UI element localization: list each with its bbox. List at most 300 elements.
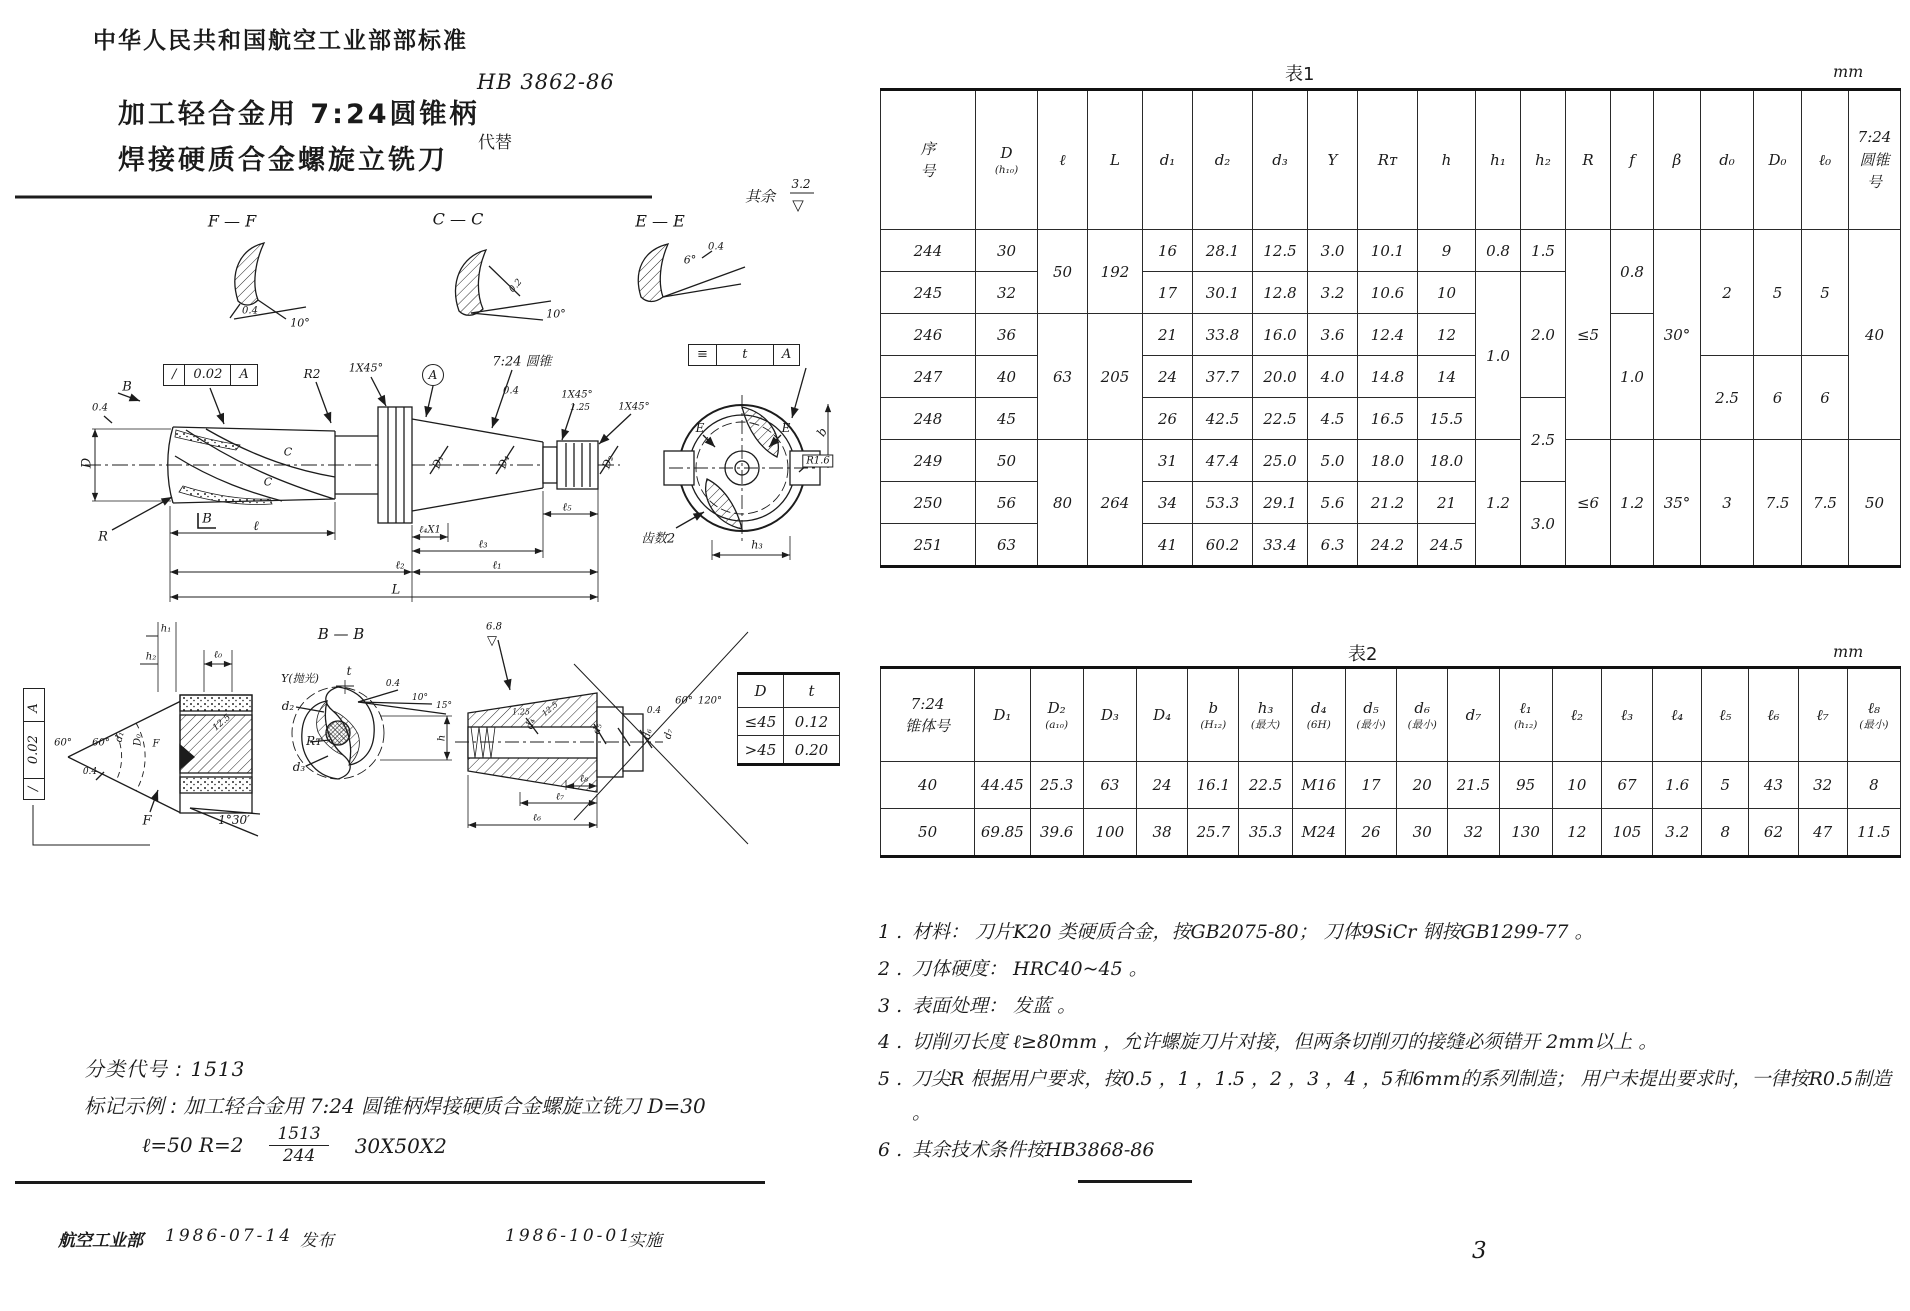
runout-symbol-icon: ∕ — [164, 365, 185, 385]
table-cell: 36 — [976, 314, 1038, 356]
table-cell: 10 — [1552, 762, 1601, 809]
document-title-line2: 焊接硬质合金螺旋立铣刀 — [118, 144, 448, 176]
table-cell: 29.1 — [1253, 482, 1308, 524]
table-cell: 63 — [976, 524, 1038, 567]
runout-tolerance-frame — [163, 364, 258, 386]
column-header: ℓ₂ — [1552, 668, 1601, 762]
drawing-label: 齿数2 — [640, 531, 676, 547]
drawing-label: E — E — [635, 211, 685, 231]
table-cell: 22.5 — [1253, 398, 1308, 440]
table-cell: 250 — [881, 482, 976, 524]
tolerance-value: 0.02 — [185, 365, 231, 385]
drawing-label: D₂ — [599, 453, 617, 471]
table-cell: 30° — [1654, 230, 1701, 440]
table-cell: 44.45 — [975, 762, 1030, 809]
column-header: f — [1611, 90, 1654, 230]
table-cell: 264 — [1088, 440, 1143, 567]
table-cell: 6 — [1802, 356, 1849, 440]
note-number: 3 . — [878, 994, 903, 1017]
note-text: 刀体硬度： HRC40~45 。 — [912, 957, 1148, 980]
table-cell: 56 — [976, 482, 1038, 524]
table-cell: 3.0 — [1521, 482, 1566, 567]
drawing-label: d₇ — [662, 727, 676, 741]
column-header: b (H₁₂) — [1188, 668, 1239, 762]
symmetry-tolerance-frame — [688, 344, 800, 366]
table-cell: 10 — [1418, 272, 1476, 314]
column-header: d₁ — [1143, 90, 1193, 230]
column-header: L — [1088, 90, 1143, 230]
drawing-label: 60° — [92, 737, 110, 749]
table-cell: 63 — [1083, 762, 1136, 809]
drawing-label: 3.2 — [791, 177, 811, 191]
technical-note — [878, 916, 1910, 950]
table-cell: 130 — [1499, 809, 1552, 857]
column-header: ℓ₀ — [1802, 90, 1849, 230]
drawing-label: 0.4 — [646, 706, 662, 716]
classification-code — [84, 1053, 245, 1082]
table-cell: 4.0 — [1308, 356, 1358, 398]
table-cell: 16.1 — [1188, 762, 1239, 809]
datum-letter: A — [781, 347, 792, 362]
table-cell: 1.0 — [1476, 272, 1521, 440]
drawing-label: d₂ — [281, 699, 295, 713]
drawing-label: 6° — [683, 253, 697, 267]
table-cell: 25.0 — [1253, 440, 1308, 482]
table-cell: 2.5 — [1701, 356, 1754, 440]
table-cell: 5 — [1702, 762, 1749, 809]
table-cell: 3.2 — [1653, 809, 1702, 857]
drawing-label: R2 — [303, 367, 321, 381]
note-text: 刀尖R 根据用户要求，按0.5 ，1 ，1.5 ，2 ，3 ，4 ，5和6mm的系列制造； 用户未提出要求时，一律按R0.5制造 。 — [912, 1068, 1892, 1125]
table-row — [738, 708, 840, 736]
table-cell: ≤5 — [1566, 230, 1611, 440]
table-cell: 53.3 — [1193, 482, 1253, 524]
table-cell: 41 — [1143, 524, 1193, 567]
drawing-label: B — [202, 511, 212, 527]
table-cell: M16 — [1292, 762, 1345, 809]
drawing-label: h₁ — [160, 623, 172, 635]
drawing-label: 1X45° — [618, 401, 650, 413]
table-cell: 31 — [1143, 440, 1193, 482]
note-text: 材料： 刀片K20 类硬质合金，按GB2075-80； 刀体9SiCr 钢按GB1299-77 。 — [912, 921, 1594, 943]
drawing-label: b — [814, 425, 830, 439]
technical-note — [878, 953, 1910, 987]
table-cell: 26 — [1345, 809, 1396, 857]
note-number: 6 . — [878, 1138, 903, 1161]
table-row — [881, 762, 1901, 809]
technical-notes — [878, 916, 1910, 1171]
drawing-label: ℓ₈ — [579, 773, 589, 785]
table-cell: 1.5 — [1521, 230, 1566, 272]
technical-note — [878, 990, 1910, 1024]
drawing-label: 其余 — [744, 187, 776, 206]
footer-rule — [15, 1181, 765, 1184]
drawing-label: 10° — [546, 307, 566, 321]
table-cell: 50 — [881, 809, 975, 857]
table-cell: 3 — [1701, 440, 1754, 567]
drawing-label: 15° — [436, 701, 452, 711]
marking-example — [84, 1090, 706, 1119]
table1-unit: mm — [1833, 62, 1864, 81]
drawing-label: F — F — [207, 211, 257, 231]
column-header: 序 号 — [881, 90, 976, 230]
drawing-label: h — [436, 734, 448, 742]
note-number: 4 . — [878, 1031, 903, 1054]
drawing-label: 1X45° — [348, 361, 384, 375]
table-cell: 37.7 — [1193, 356, 1253, 398]
table-cell: 247 — [881, 356, 976, 398]
symmetry-symbol-icon: ≡ — [689, 345, 717, 365]
column-header: h₁ — [1476, 90, 1521, 230]
drawing-label: F — [152, 738, 160, 750]
footer-issue-label: 发布 — [300, 1231, 334, 1251]
table-cell: 22.5 — [1239, 762, 1292, 809]
drawing-label: ℓ — [253, 519, 259, 534]
drawing-label: E — [695, 421, 705, 435]
column-header: h₂ — [1521, 90, 1566, 230]
drawing-label: C — [263, 475, 273, 489]
note-text: 其余技术条件按HB3868-86 — [912, 1138, 1155, 1161]
drawing-label: ℓ₃ — [478, 537, 488, 551]
table-cell: 5 — [1802, 230, 1849, 356]
technical-note — [878, 1026, 1910, 1060]
table-cell: 246 — [881, 314, 976, 356]
marking-example-fraction — [269, 1124, 328, 1168]
fraction-denominator: 244 — [282, 1146, 316, 1167]
table2-unit: mm — [1833, 642, 1864, 661]
table-cell: 30.1 — [1193, 272, 1253, 314]
table-cell: 30 — [1397, 809, 1448, 857]
table-cell: 0.20 — [784, 736, 840, 765]
table-cell: 26 — [1143, 398, 1193, 440]
drawing-label: 10° — [412, 693, 428, 703]
drawing-label: R — [98, 529, 108, 545]
tolerance-value: 0.02 — [24, 721, 44, 778]
drawing-label: ▽ — [487, 633, 497, 649]
table-cell: ≤45 — [738, 708, 784, 736]
column-header: β — [1654, 90, 1701, 230]
table-cell: 5 — [1754, 230, 1802, 356]
ministry-standard-header: 中华人民共和国航空工业部部标准 — [93, 28, 468, 54]
table-cell: 40 — [881, 762, 975, 809]
table-cell: 21 — [1418, 482, 1476, 524]
drawing-label: 0.2 — [507, 277, 525, 295]
table-cell: 1.0 — [1611, 314, 1654, 440]
table-cell: 47 — [1798, 809, 1847, 857]
table-cell: 47.4 — [1193, 440, 1253, 482]
table-cell: 32 — [1798, 762, 1847, 809]
dimension-table-2 — [880, 666, 1901, 858]
technical-note — [878, 1063, 1910, 1131]
column-header: ℓ₈ (最小) — [1847, 668, 1900, 762]
table-cell: 40 — [976, 356, 1038, 398]
note-text: 表面处理： 发蓝 。 — [912, 994, 1077, 1017]
drawing-label: ℓ₄X1 — [419, 524, 441, 536]
table-cell: 28.1 — [1193, 230, 1253, 272]
drawing-label: 10° — [290, 316, 310, 330]
table-cell: 244 — [881, 230, 976, 272]
table-cell: 12.5 — [1253, 230, 1308, 272]
note-number: 1 . — [878, 921, 903, 943]
note-number: 5 . — [878, 1068, 903, 1091]
column-header: D₀ — [1754, 90, 1802, 230]
column-header: ℓ₄ — [1653, 668, 1702, 762]
drawing-label: C — C — [432, 209, 484, 229]
table-cell: 33.4 — [1253, 524, 1308, 567]
table-cell: 21 — [1143, 314, 1193, 356]
table-cell: 12 — [1418, 314, 1476, 356]
table-cell: M24 — [1292, 809, 1345, 857]
drawing-label: D₁ — [429, 453, 447, 471]
drawing-label: ℓ₁ — [492, 558, 502, 572]
column-header: h — [1418, 90, 1476, 230]
drawing-label: 6.8 — [486, 621, 502, 633]
drawing-label: d₄ — [524, 717, 538, 731]
column-header: ℓ₆ — [1749, 668, 1798, 762]
drawing-label: 0.4 — [708, 241, 724, 253]
drawing-label: A — [422, 364, 444, 386]
table-cell: 7.5 — [1802, 440, 1849, 567]
footer-effective-date: 1986-10-01 — [505, 1226, 634, 1246]
drawing-label: 0.4 — [385, 679, 401, 689]
table-cell: 62 — [1749, 809, 1798, 857]
table-row — [881, 809, 1901, 857]
table-cell: 24 — [1137, 762, 1188, 809]
drawing-label: E — [781, 421, 791, 435]
drawing-label: d₁ — [113, 730, 127, 744]
technical-note — [878, 1134, 1910, 1168]
drawing-label: 1.25 — [569, 403, 591, 413]
marking-example-label: 标记示例 : — [84, 1094, 178, 1118]
table-cell: 14.8 — [1358, 356, 1418, 398]
column-header: d₃ — [1253, 90, 1308, 230]
runout-tolerance-frame-vertical — [23, 688, 45, 800]
note-number: 2 . — [878, 957, 903, 980]
column-header: 7:24 圆锥 号 — [1849, 90, 1901, 230]
table-cell: 251 — [881, 524, 976, 567]
table-cell: 45 — [976, 398, 1038, 440]
table-cell: 15.5 — [1418, 398, 1476, 440]
marking-example-params: ℓ=50 R=2 — [142, 1133, 244, 1158]
drawing-label: ℓ₀ — [213, 649, 223, 661]
replaces-label: 代替 — [478, 133, 512, 153]
table-cell: 205 — [1088, 314, 1143, 440]
table-cell: 10.1 — [1358, 230, 1418, 272]
drawing-label: 1.25 — [512, 707, 530, 717]
table-cell: 0.8 — [1611, 230, 1654, 314]
column-header: D₂ (a₁₀) — [1030, 668, 1083, 762]
table-row — [738, 736, 840, 765]
column-header: Rᴛ — [1358, 90, 1418, 230]
classification-value: 1513 — [190, 1057, 246, 1081]
table-cell: 35.3 — [1239, 809, 1292, 857]
table2-caption: 表2 — [1348, 644, 1378, 665]
table-cell: 95 — [1499, 762, 1552, 809]
table-cell: 17 — [1345, 762, 1396, 809]
table-cell: 6 — [1754, 356, 1802, 440]
table-cell: 20 — [1397, 762, 1448, 809]
table-cell: 7.5 — [1754, 440, 1802, 567]
table-cell: 1.2 — [1476, 440, 1521, 567]
table-cell: 18.0 — [1358, 440, 1418, 482]
column-header: h₃ (最大) — [1239, 668, 1292, 762]
drawing-label: 60° — [675, 695, 693, 707]
column-header: D₁ — [975, 668, 1030, 762]
column-header: d₀ — [1701, 90, 1754, 230]
drawing-label: 60° — [54, 737, 72, 749]
column-header: ℓ₃ — [1601, 668, 1652, 762]
drawing-label: ℓ₅ — [562, 500, 572, 514]
table-cell: 21.5 — [1448, 762, 1499, 809]
table-row — [881, 440, 1901, 482]
table-cell: >45 — [738, 736, 784, 765]
table-cell: 35° — [1654, 440, 1701, 567]
column-header: D₃ — [1083, 668, 1136, 762]
table-row — [881, 230, 1901, 272]
table-cell: 8 — [1702, 809, 1749, 857]
table-cell: 3.6 — [1308, 314, 1358, 356]
table-cell: 2.0 — [1521, 272, 1566, 398]
table-cell: 50 — [1038, 230, 1088, 314]
column-header: d₄ (6H) — [1292, 668, 1345, 762]
standard-number: HB 3862-86 — [477, 70, 615, 94]
table-row — [881, 356, 1901, 398]
drawing-label: 0.4 — [242, 305, 258, 317]
drawing-label: 0.4 — [82, 767, 98, 777]
drawing-label: d₃ — [292, 760, 306, 774]
column-header: D — [738, 674, 784, 708]
drawing-label: 0.4 — [503, 385, 519, 397]
drawing-label: L — [391, 582, 401, 598]
column-header: t — [784, 674, 840, 708]
table-cell: 248 — [881, 398, 976, 440]
tolerance-dt-table — [737, 672, 840, 766]
drawing-label: ℓ₇ — [555, 791, 565, 803]
table-cell: 12 — [1552, 809, 1601, 857]
table-cell: 21.2 — [1358, 482, 1418, 524]
table-cell: 1.6 — [1653, 762, 1702, 809]
drawing-label: h₂ — [145, 651, 157, 663]
column-header: d₂ — [1193, 90, 1253, 230]
datum-letter: A — [26, 703, 41, 713]
column-header: D₄ — [1137, 668, 1188, 762]
drawing-label: D — [79, 457, 95, 469]
table-cell: 12.4 — [1358, 314, 1418, 356]
table-cell: 32 — [976, 272, 1038, 314]
table-cell: 25.3 — [1030, 762, 1083, 809]
table-cell: 1.2 — [1611, 440, 1654, 567]
footer-effective-label: 实施 — [628, 1231, 662, 1251]
table-cell: 245 — [881, 272, 976, 314]
drawing-label: Y(抛光) — [281, 672, 319, 685]
drawing-label: 1°30′ — [218, 813, 250, 827]
drawing-label: B — B — [317, 625, 365, 643]
drawing-label: Rᴛ — [306, 734, 322, 748]
drawing-label: 0.4 — [92, 402, 108, 414]
column-header: D (h₁₀) — [976, 90, 1038, 230]
column-header: d₇ — [1448, 668, 1499, 762]
table-cell: 32 — [1448, 809, 1499, 857]
column-header: R — [1566, 90, 1611, 230]
table-cell: 80 — [1038, 440, 1088, 567]
footer-issue-date: 1986-07-14 — [165, 1226, 294, 1246]
table-cell: 17 — [1143, 272, 1193, 314]
drawing-label: ℓ₂ — [395, 558, 405, 572]
table-cell: 60.2 — [1193, 524, 1253, 567]
table-cell: 43 — [1749, 762, 1798, 809]
table-cell: 63 — [1038, 314, 1088, 440]
table-cell: 5.0 — [1308, 440, 1358, 482]
table-cell: 39.6 — [1030, 809, 1083, 857]
dimension-table-1 — [880, 88, 1901, 568]
table-cell: 24 — [1143, 356, 1193, 398]
drawing-label: 1X45° — [561, 389, 593, 401]
drawing-label: C — [283, 445, 293, 459]
table-cell: 2.5 — [1521, 398, 1566, 482]
notes-divider — [1078, 1180, 1192, 1183]
table-cell: 0.8 — [1476, 230, 1521, 272]
document-title-line1: 加工轻合金用 7:24圆锥柄 — [118, 99, 480, 130]
table-cell: 10.6 — [1358, 272, 1418, 314]
runout-symbol-icon: ∕ — [24, 778, 44, 799]
column-header: Y — [1308, 90, 1358, 230]
table-cell: 4.5 — [1308, 398, 1358, 440]
table-cell: 3.0 — [1308, 230, 1358, 272]
table-cell: 24.5 — [1418, 524, 1476, 567]
table-cell: 8 — [1847, 762, 1900, 809]
table-cell: 100 — [1083, 809, 1136, 857]
table-cell: 50 — [976, 440, 1038, 482]
table-cell: 25.7 — [1188, 809, 1239, 857]
column-header: ℓ₅ — [1702, 668, 1749, 762]
fraction-numerator: 1513 — [269, 1124, 328, 1146]
table-cell: 33.8 — [1193, 314, 1253, 356]
column-header: ℓ — [1038, 90, 1088, 230]
column-header: 7:24 锥体号 — [881, 668, 975, 762]
page-number: 3 — [1472, 1238, 1487, 1264]
drawing-label: d₆ — [641, 727, 655, 741]
drawing-label: B — [122, 379, 132, 395]
table-cell: 34 — [1143, 482, 1193, 524]
classification-label: 分类代号 : — [84, 1057, 184, 1081]
drawing-label: ▽ — [792, 196, 804, 214]
table-cell: 42.5 — [1193, 398, 1253, 440]
table-cell: 40 — [1849, 230, 1901, 440]
column-header: ℓ₇ — [1798, 668, 1847, 762]
datum-letter: A — [239, 367, 249, 382]
table-cell: 5.6 — [1308, 482, 1358, 524]
table-cell: 9 — [1418, 230, 1476, 272]
drawing-label: 7:24 圆锥 — [492, 354, 552, 370]
footer-issuer: 航空工业部 — [58, 1231, 143, 1251]
drawing-label: 12.5 — [211, 712, 233, 734]
drawing-label: t — [346, 664, 352, 678]
drawing-label: D₀ — [132, 733, 144, 747]
table-cell: 0.12 — [784, 708, 840, 736]
table-cell: 16 — [1143, 230, 1193, 272]
column-header: d₆ (最小) — [1397, 668, 1448, 762]
table-cell: 16.5 — [1358, 398, 1418, 440]
table-cell: 24.2 — [1358, 524, 1418, 567]
drawing-label: ℓ₆ — [532, 812, 542, 824]
table-cell: 3.2 — [1308, 272, 1358, 314]
table-cell: 30 — [976, 230, 1038, 272]
table-cell: 50 — [1849, 440, 1901, 567]
column-header: d₅ (最小) — [1345, 668, 1396, 762]
table1-caption: 表1 — [1285, 64, 1315, 85]
drawing-label: D₄ — [495, 453, 513, 471]
table-cell: 38 — [1137, 809, 1188, 857]
